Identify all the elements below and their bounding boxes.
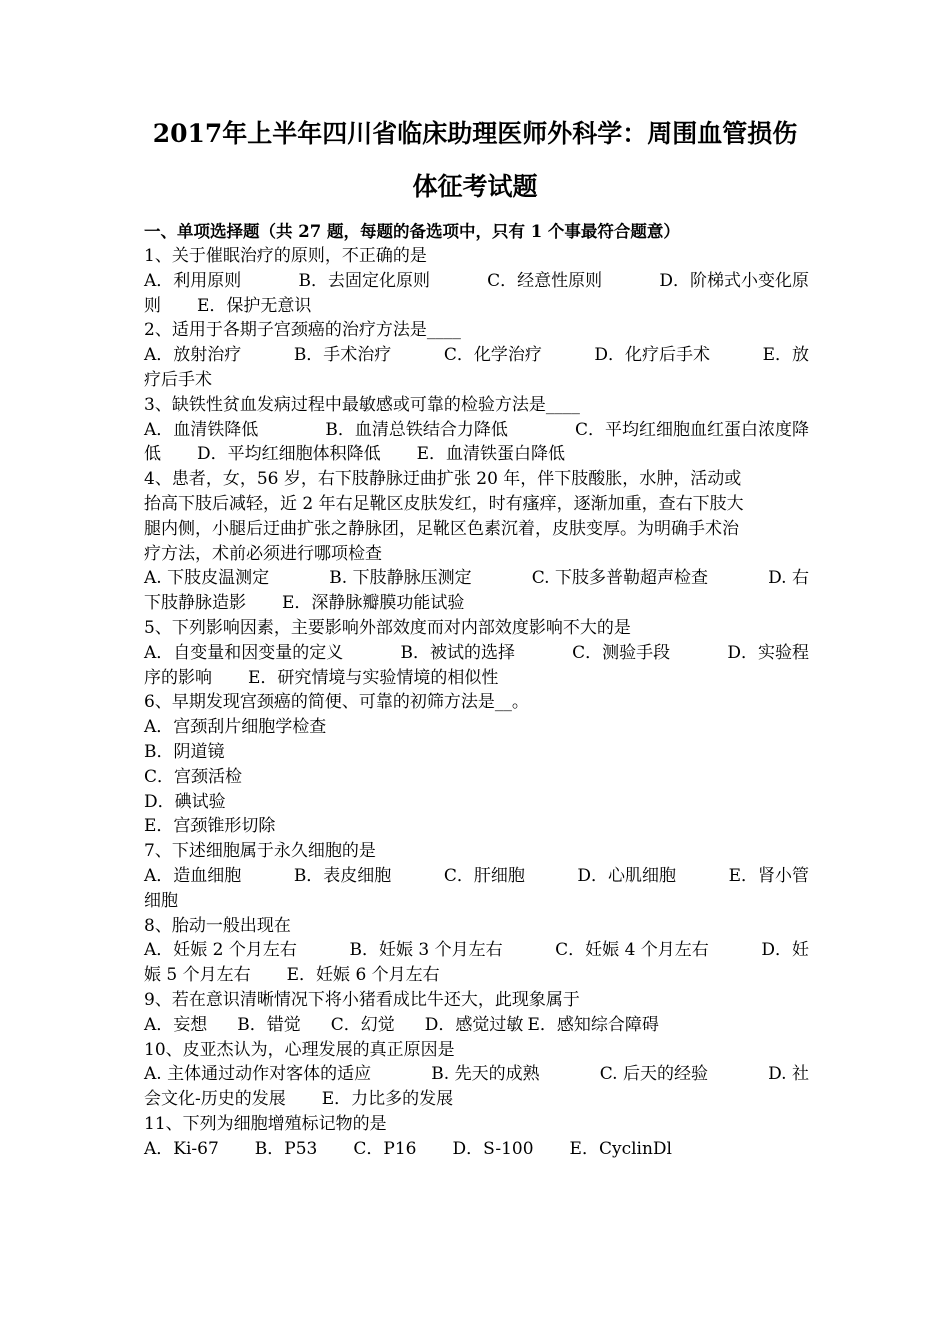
question-7-options-line-2 [144,889,809,914]
question-5-stem: 5、下列影响因素，主要影响外部效度而对内部效度影响不大的是 [144,617,631,638]
q1-option-d-cont: 则 [144,295,161,316]
q7-option-a: A．造血细胞 [144,865,242,886]
q1-option-e: E．保护无意识 [197,295,312,316]
q7-option-e-cont: 细胞 [144,890,178,911]
question-4-stem-line-2: 抬高下肢后减轻，近 2 年右足靴区皮肤发红，时有瘙痒，逐渐加重，查右下肢大 [144,493,744,514]
question-3-stem: 3、缺铁性贫血发病过程中最敏感或可靠的检验方法是____ [144,394,580,415]
q11-option-c: C．P16 [353,1138,417,1159]
question-1-options-line-1 [144,269,809,294]
question-10-stem: 10、皮亚杰认为，心理发展的真正原因是 [144,1039,455,1060]
q2-option-a: A．放射治疗 [144,345,242,366]
document-title-line-1: 2017年上半年四川省临床助理医师外科学：周围血管损伤 [152,119,798,148]
question-8-options-line-1 [144,938,809,963]
q6-option-d: D．碘试验 [144,791,226,812]
q9-option-a: A．妄想 [144,1014,208,1035]
q3-option-c-cont: 低 [144,444,161,465]
question-1-options-line-2 [144,294,809,319]
question-9-options-line-1 [144,1013,809,1038]
q8-option-d: D．妊 [761,940,809,961]
q9-option-d: D．感觉过敏 [424,1014,524,1035]
q8-option-e: E．妊娠 6 个月左右 [286,965,440,986]
q8-option-a: A．妊娠 2 个月左右 [144,940,297,961]
q1-option-d: D．阶梯式小变化原 [659,270,809,291]
q6-option-a: A．宫颈刮片细胞学检查 [144,717,327,738]
q5-option-d-cont: 序的影响 [144,667,212,688]
q6-option-e: E．宫颈锥形切除 [144,816,276,837]
q2-option-b: B．手术治疗 [293,345,392,366]
q7-option-c: C．肝细胞 [443,865,525,886]
q2-option-c: C．化学治疗 [443,345,542,366]
question-10-options-line-1 [144,1062,809,1087]
q5-option-d: D．实验程 [727,642,809,663]
question-7-options-line-1 [144,864,809,889]
q9-option-c: C．幻觉 [330,1014,395,1035]
question-list [144,244,809,1161]
question-5-options-line-2 [144,666,809,691]
q5-option-a: A．自变量和因变量的定义 [144,642,344,663]
question-1-stem: 1、关于催眠治疗的原则，不正确的是 [144,246,427,266]
q2-option-d: D．化疗后手术 [594,345,711,366]
q8-option-d-cont: 娠 5 个月左右 [144,965,251,986]
q10-option-a: A. 主体通过动作对客体的适应 [144,1064,372,1085]
question-2-options-line-1 [144,343,809,368]
question-4-options-line-2 [144,591,809,616]
q10-option-b: B. 先天的成熟 [431,1064,540,1085]
question-7-stem: 7、下述细胞属于永久细胞的是 [144,841,376,862]
question-3-options-line-1 [144,418,809,443]
q4-option-d-cont: 下肢静脉造影 [144,593,246,614]
q11-option-a: A．Ki-67 [144,1138,219,1159]
q3-option-a: A．血清铁降低 [144,419,259,440]
q3-option-e: E．血清铁蛋白降低 [416,444,566,465]
question-8-stem: 8、胎动一般出现在 [144,915,291,936]
q7-option-d: D．心肌细胞 [577,865,677,886]
question-4-stem-line-3: 腿内侧，小腿后迂曲扩张之静脉团，足靴区色素沉着，皮肤变厚。为明确手术治 [144,518,739,539]
question-11-stem: 11、下列为细胞增殖标记物的是 [144,1113,387,1134]
q10-option-c: C. 后天的经验 [599,1064,708,1085]
q6-option-b: B．阴道镜 [144,741,225,762]
q7-option-b: B．表皮细胞 [293,865,392,886]
question-2-stem: 2、适用于各期子宫颈癌的治疗方法是____ [144,320,461,341]
q1-option-a: A．利用原则 [144,270,242,291]
q3-option-b: B．血清总铁结合力降低 [325,419,508,440]
q4-option-c: C. 下肢多普勒超声检查 [531,568,708,589]
question-10-options-line-2 [144,1087,809,1112]
q11-option-d: D．S-100 [452,1138,534,1159]
q11-option-e: E．CyclinDl [569,1138,672,1159]
q1-option-b: B．去固定化原则 [298,270,430,291]
q10-option-d-cont: 会文化-历史的发展 [144,1089,286,1110]
q10-option-e: E．力比多的发展 [321,1089,454,1110]
q4-option-b: B. 下肢静脉压测定 [329,568,472,589]
section-heading: 一、单项选择题（共 27 题，每题的备选项中，只有 1 个事最符合题意） [144,222,680,241]
question-9-stem: 9、若在意识清晰情况下将小猪看成比牛还大，此现象属于 [144,989,580,1010]
q5-option-e: E．研究情境与实验情境的相似性 [248,667,499,688]
q6-option-c: C．宫颈活检 [144,766,243,787]
question-11-options-line-1 [144,1137,809,1162]
q11-option-b: B．P53 [254,1138,318,1159]
q4-option-e: E．深静脉瓣膜功能试验 [282,593,465,614]
q4-option-a: A. 下肢皮温测定 [144,568,270,589]
question-4-stem-line-1: 4、患者，女，56 岁，右下肢静脉迂曲扩张 20 年，伴下肢酸胀，水肿，活动或 [144,469,742,490]
q5-option-c: C．测验手段 [572,642,671,663]
q1-option-c: C．经意性原则 [487,270,603,291]
q5-option-b: B．被试的选择 [400,642,515,663]
question-8-options-line-2 [144,963,809,988]
question-4-options-line-1 [144,566,809,591]
question-6-stem: 6、早期发现宫颈癌的简便、可靠的初筛方法是__。 [144,692,529,713]
q2-option-e: E．放 [762,345,809,366]
q8-option-b: B．妊娠 3 个月左右 [349,940,503,961]
q2-option-e-cont: 疗后手术 [144,369,212,390]
question-5-options-line-1 [144,641,809,666]
question-3-options-line-2 [144,442,809,467]
q8-option-c: C．妊娠 4 个月左右 [555,940,709,961]
document-title-line-2: 体征考试题 [412,172,538,201]
q9-option-e: E．感知综合障碍 [527,1014,659,1035]
q7-option-e: E．肾小管 [728,865,809,886]
question-4-stem-line-4: 疗方法，术前必须进行哪项检查 [144,543,382,564]
q3-option-c: C．平均红细胞血红蛋白浓度降 [574,419,809,440]
q4-option-d: D. 右 [768,568,809,589]
q9-option-b: B．错觉 [237,1014,301,1035]
q10-option-d: D. 社 [768,1064,809,1085]
q3-option-d: D．平均红细胞体积降低 [197,444,381,465]
question-2-options-line-2 [144,368,809,393]
